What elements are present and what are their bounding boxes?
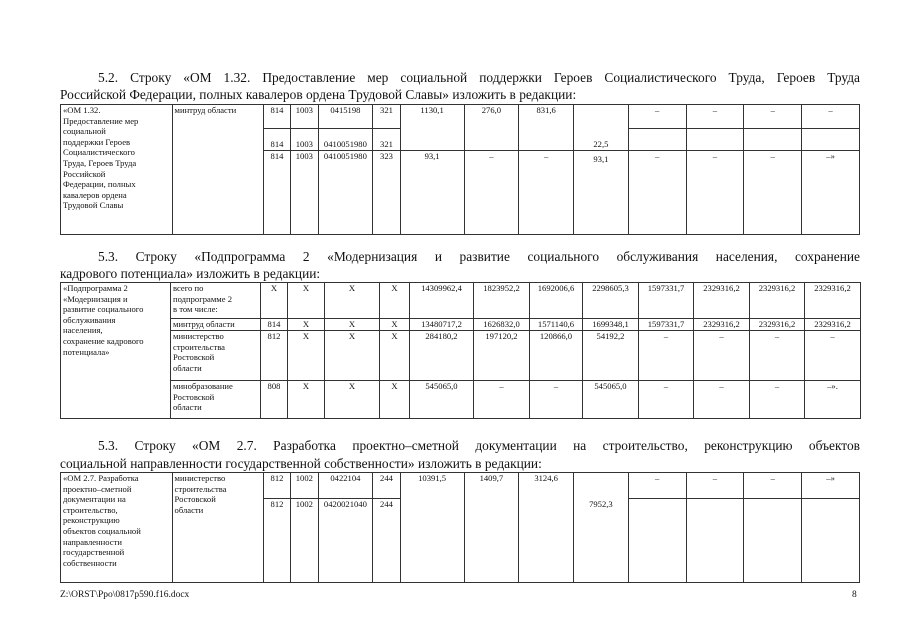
table-cell: 276,0 bbox=[464, 105, 519, 129]
table-cell: 1002 bbox=[291, 473, 318, 499]
table-cell: 2329316,2 bbox=[805, 283, 861, 319]
table-cell: 0420021040 bbox=[318, 499, 373, 583]
table-cell: –» bbox=[802, 151, 860, 235]
table-cell: 0410051980 bbox=[318, 151, 373, 235]
table-cell: 1597331,7 bbox=[639, 283, 694, 319]
table-cell: 1003 bbox=[291, 129, 318, 151]
table-cell: 2329316,2 bbox=[750, 319, 805, 331]
table-cell: 0422104 bbox=[318, 473, 373, 499]
table-cell: 831,6 bbox=[519, 105, 574, 129]
section1-heading-cont bbox=[60, 87, 860, 102]
table-cell: 2329316,2 bbox=[694, 283, 750, 319]
table-cell bbox=[628, 129, 686, 151]
section1-table bbox=[60, 104, 860, 235]
table-cell: X bbox=[380, 381, 410, 419]
table-cell: 1692006,6 bbox=[530, 283, 583, 319]
table-cell: X bbox=[325, 283, 380, 319]
om27-name-cell: «ОМ 2.7. Разработка проектно–сметной документации на строительство, реконструкцию объектов социальной направленности государственной собственности bbox=[61, 473, 173, 583]
table-cell: 3124,6 bbox=[519, 473, 574, 499]
table-cell: 1571140,6 bbox=[530, 319, 583, 331]
table-cell: X bbox=[288, 319, 325, 331]
table-cell: 1823952,2 bbox=[474, 283, 530, 319]
table-cell: 808 bbox=[261, 381, 288, 419]
table-cell: X bbox=[325, 331, 380, 381]
table-cell: – bbox=[686, 151, 744, 235]
table-cell bbox=[464, 129, 519, 151]
table-cell: – bbox=[744, 151, 802, 235]
table-cell: 814 bbox=[261, 319, 288, 331]
table-cell: 120866,0 bbox=[530, 331, 583, 381]
table-cell: –». bbox=[805, 381, 861, 419]
section3-table bbox=[60, 472, 860, 583]
section3-heading-line2: социальной направленности государственной собственности» изложить в редакции: bbox=[60, 456, 542, 471]
table-cell bbox=[802, 499, 860, 583]
table-cell: 321 bbox=[373, 105, 400, 129]
table-cell: X bbox=[325, 381, 380, 419]
table-cell bbox=[400, 129, 464, 151]
section2-table bbox=[60, 282, 861, 419]
table-cell: 197120,2 bbox=[474, 331, 530, 381]
table-cell: 2329316,2 bbox=[805, 319, 861, 331]
table-cell: – bbox=[694, 381, 750, 419]
table-cell: – bbox=[628, 105, 686, 129]
table-cell: X bbox=[380, 319, 410, 331]
section3-heading-cont bbox=[60, 456, 860, 471]
table-cell: – bbox=[686, 473, 744, 499]
table-cell: 812 bbox=[263, 473, 290, 499]
table-cell: 1002 bbox=[291, 499, 318, 583]
om132-name-cell: «ОМ 1.32. Предоставление мер социальной поддержки Героев Социалистического Труда, Героев Труда Российской Федерации, полных кавалеров ордена Трудовой Славы bbox=[61, 105, 173, 235]
table-cell: – bbox=[744, 105, 802, 129]
table-cell: 284180,2 bbox=[410, 331, 474, 381]
table-cell bbox=[400, 499, 464, 583]
table-cell: – bbox=[805, 331, 861, 381]
table-cell bbox=[802, 129, 860, 151]
table-cell: – bbox=[639, 331, 694, 381]
section1-heading-line1: 5.2. Строку «ОМ 1.32. Предоставление мер социальной поддержки Героев Социалистического Труда, Героев Труда bbox=[98, 70, 860, 85]
table-cell: – bbox=[686, 105, 744, 129]
table-cell: 0415198 bbox=[318, 105, 373, 129]
table-cell: 2329316,2 bbox=[750, 283, 805, 319]
section1-heading-line2: Российской Федерации, полных кавалеров ордена Трудовой Славы» изложить в редакции: bbox=[60, 87, 577, 102]
table-cell: 2329316,2 bbox=[694, 319, 750, 331]
om27-executor-cell: министерство строительства Ростовской области bbox=[172, 473, 263, 583]
table-cell: 321 bbox=[373, 129, 400, 151]
table-cell: 1699348,1 bbox=[583, 319, 639, 331]
table-cell: 814 bbox=[263, 129, 290, 151]
table-cell: 14309962,4 bbox=[410, 283, 474, 319]
om132-executor-cell: минтруд области bbox=[172, 105, 263, 235]
table-cell bbox=[628, 499, 686, 583]
table-cell: –» bbox=[802, 473, 860, 499]
table-cell bbox=[519, 499, 574, 583]
table-cell: 1597331,7 bbox=[639, 319, 694, 331]
section2-heading-cont bbox=[60, 266, 860, 281]
subprogram2-name-cell: «Подпрограмма 2 «Модернизация и развитие социального обслуживания населения, сохранение кадрового потенциала» bbox=[61, 283, 171, 419]
table-cell bbox=[574, 473, 629, 499]
section3-heading-line1: 5.3. Строку «ОМ 2.7. Разработка проектно–сметной документации на строительство, реконструкцию объектов bbox=[98, 438, 860, 453]
table-cell: – bbox=[628, 151, 686, 235]
table-cell: 814 bbox=[263, 105, 290, 129]
table-cell: 10391,5 bbox=[400, 473, 464, 499]
table-cell bbox=[574, 105, 629, 129]
table-cell bbox=[686, 499, 744, 583]
page-number: 8 bbox=[852, 590, 857, 600]
table-cell: 2298605,3 bbox=[583, 283, 639, 319]
table-cell: – bbox=[474, 381, 530, 419]
table-cell: – bbox=[519, 151, 574, 235]
table-cell: 54192,2 bbox=[583, 331, 639, 381]
table-cell: 93,1 bbox=[400, 151, 464, 235]
table-cell: 1003 bbox=[291, 151, 318, 235]
table-cell: – bbox=[464, 151, 519, 235]
table-cell: 545065,0 bbox=[583, 381, 639, 419]
table-cell: X bbox=[261, 283, 288, 319]
table-cell: X bbox=[325, 319, 380, 331]
table-cell: 13480717,2 bbox=[410, 319, 474, 331]
table-cell: 812 bbox=[263, 499, 290, 583]
table-cell: X bbox=[380, 283, 410, 319]
table-cell: министерство строительства Ростовской области bbox=[171, 331, 261, 381]
section2-heading-line1: 5.3. Строку «Подпрограмма 2 «Модернизация и развитие социального обслуживания населения, сохранение bbox=[98, 249, 860, 264]
table-cell: – bbox=[694, 331, 750, 381]
table-cell: 7952,3 bbox=[574, 499, 629, 583]
table-cell: 1409,7 bbox=[464, 473, 519, 499]
table-cell: 1003 bbox=[291, 105, 318, 129]
table-cell: – bbox=[530, 381, 583, 419]
table-cell: – bbox=[744, 473, 802, 499]
table-cell: 1626832,0 bbox=[474, 319, 530, 331]
table-cell: X bbox=[380, 331, 410, 381]
section2-heading-line2: кадрового потенциала» изложить в редакции: bbox=[60, 266, 321, 281]
table-cell: 323 bbox=[373, 151, 400, 235]
table-cell bbox=[519, 129, 574, 151]
table-cell bbox=[686, 129, 744, 151]
table-cell: 0410051980 bbox=[318, 129, 373, 151]
table-cell: – bbox=[628, 473, 686, 499]
table-cell: – bbox=[750, 381, 805, 419]
table-cell: 812 bbox=[261, 331, 288, 381]
table-cell bbox=[464, 499, 519, 583]
table-cell: X bbox=[288, 381, 325, 419]
table-cell: – bbox=[639, 381, 694, 419]
table-cell: – bbox=[750, 331, 805, 381]
table-cell: 93,1 bbox=[574, 151, 629, 235]
table-cell: 814 bbox=[263, 151, 290, 235]
table-cell: минобразование Ростовской области bbox=[171, 381, 261, 419]
document-path: Z:\ORST\Ppo\0817p590.f16.docx bbox=[60, 590, 190, 600]
table-cell: всего по подпрограмме 2 в том числе: bbox=[171, 283, 261, 319]
table-cell bbox=[744, 499, 802, 583]
table-cell: 545065,0 bbox=[410, 381, 474, 419]
table-cell: 1130,1 bbox=[400, 105, 464, 129]
table-cell: X bbox=[288, 283, 325, 319]
table-cell: 244 bbox=[373, 499, 400, 583]
table-cell: – bbox=[802, 105, 860, 129]
table-cell bbox=[744, 129, 802, 151]
table-cell: X bbox=[288, 331, 325, 381]
table-cell: 244 bbox=[373, 473, 400, 499]
table-cell: 22,5 bbox=[574, 129, 629, 151]
table-cell: минтруд области bbox=[171, 319, 261, 331]
